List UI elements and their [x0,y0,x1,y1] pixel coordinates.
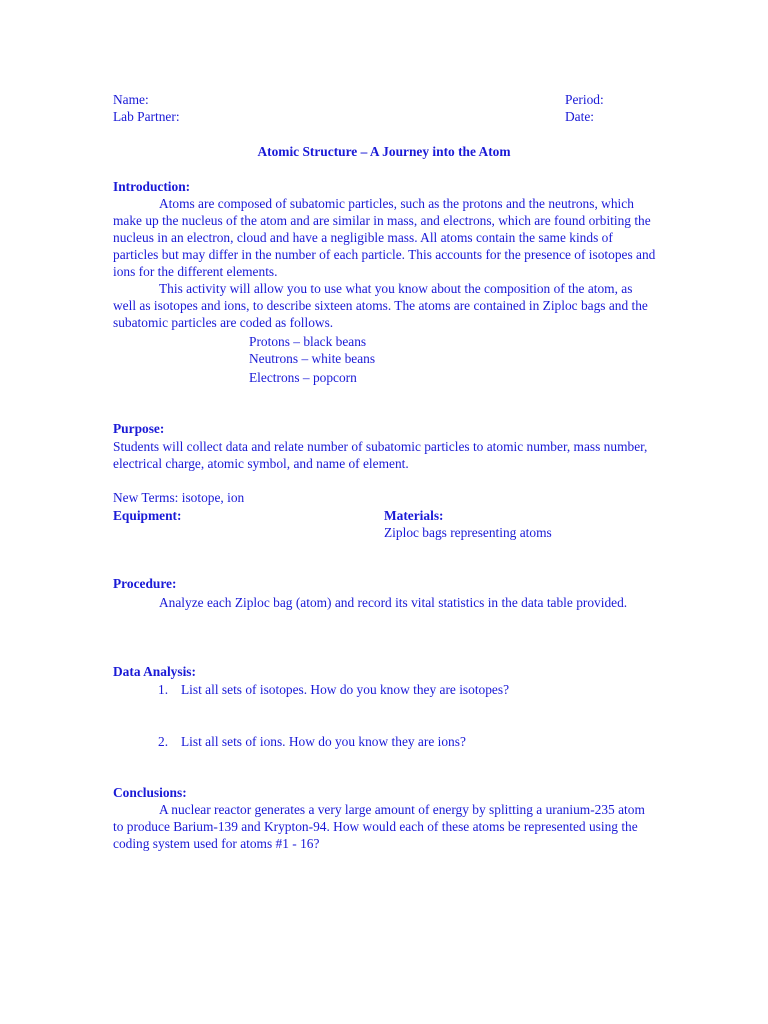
conclusions-body [113,801,658,852]
conclusions-text: A nuclear reactor generates a very large amount of energy by splitting a uranium-235 atom to produce Barium-139 and Krypton-94. How would each of these atoms be represented using the coding system used for atoms #1 - 16? [113,802,645,851]
introduction-body [113,195,658,331]
question-2-text: List all sets of ions. How do you know they are ions? [181,734,466,749]
introduction-paragraph-1: Atoms are composed of subatomic particles, such as the protons and the neutrons, which make up the nucleus of the atom and are similar in mass, and electrons, which are found orbiting the nucleus in an electron, cloud and have a negligible mass. All atoms contain the same kinds of particles but may differ in the number of each particle. This accounts for the presence of isotopes and ions for the different elements. [113,196,656,279]
equipment-heading: Equipment: [113,508,182,523]
procedure-body [113,594,658,611]
purpose-heading: Purpose: [113,421,165,436]
question-1-number: 1. [158,682,169,697]
purpose-text: Students will collect data and relate number of subatomic particles to atomic number, mass number, electrical charge, atomic symbol, and name of element. [113,439,648,471]
code-electrons: Electrons – popcorn [249,370,357,385]
code-neutrons: Neutrons – white beans [249,351,376,366]
procedure-heading: Procedure: [113,576,177,591]
procedure-text: Analyze each Ziploc bag (atom) and record its vital statistics in the data table provided. [159,595,628,610]
conclusions-heading: Conclusions: [113,785,187,800]
materials-item: Ziploc bags representing atoms [384,525,552,540]
date-label: Date: [565,109,594,124]
period-label: Period: [565,92,604,107]
introduction-heading: Introduction: [113,179,191,194]
data-analysis-heading: Data Analysis: [113,664,196,679]
code-protons: Protons – black beans [249,334,367,349]
question-2-number: 2. [158,734,169,749]
materials-heading: Materials: [384,508,444,523]
new-terms: New Terms: isotope, ion [113,490,245,505]
name-label: Name: [113,92,149,107]
lab-partner-label: Lab Partner: [113,109,180,124]
document-title: Atomic Structure – A Journey into the Atom [257,144,511,159]
question-1-text: List all sets of isotopes. How do you know they are isotopes? [181,682,510,697]
introduction-paragraph-2: This activity will allow you to use what you know about the composition of the atom, as well as isotopes and ions, to describe sixteen atoms. The atoms are contained in Ziploc bags and the subatomic particles are coded as follows. [113,281,648,330]
